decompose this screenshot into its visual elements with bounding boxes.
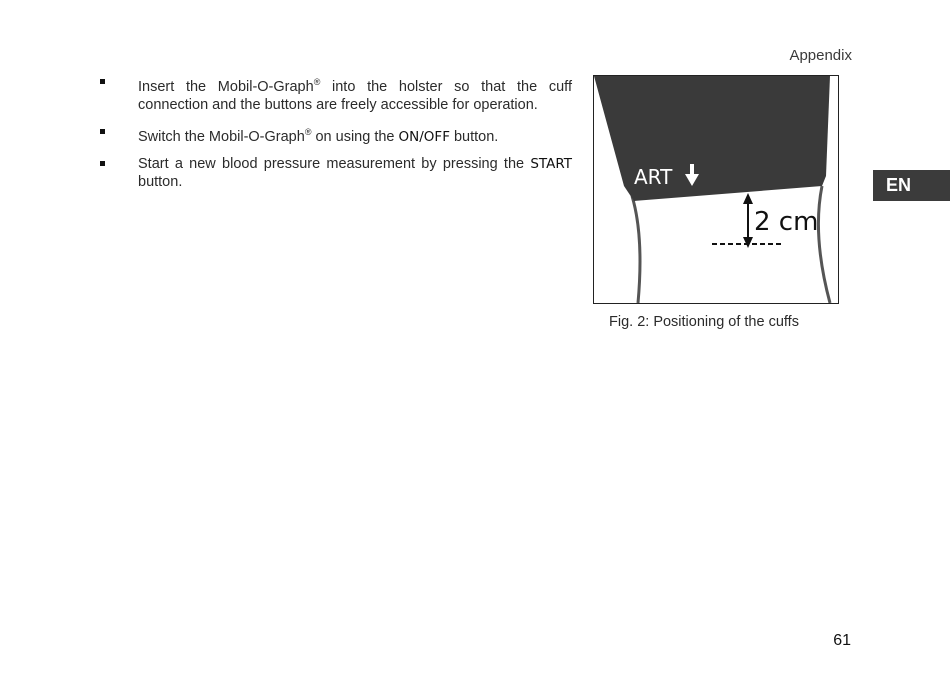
language-tab[interactable]: EN — [873, 170, 950, 201]
arm-left-edge — [632, 196, 640, 303]
cuff-illustration — [594, 76, 838, 303]
page-number: 61 — [833, 632, 851, 649]
cuff-shape — [594, 76, 830, 201]
list-item: Start a new blood pressure measurement by pressing the START button. — [98, 155, 572, 191]
figure-caption: Fig. 2: Positioning of the cuffs — [609, 314, 799, 330]
bullet-icon — [100, 161, 105, 166]
bullet-icon — [100, 129, 105, 134]
list-item: Switch the Mobil-O-Graph® on using the ON/OFF button. — [98, 123, 572, 146]
art-label: ART — [634, 165, 673, 189]
distance-label: 2 cm — [754, 207, 819, 237]
on-off-keyword: ON/OFF — [398, 128, 450, 145]
start-keyword: START — [530, 155, 572, 172]
arm-right-edge — [818, 186, 830, 303]
instruction-list — [98, 73, 572, 200]
cuff-position-figure — [593, 75, 839, 304]
bullet-icon — [100, 79, 105, 84]
list-item: Insert the Mobil-O-Graph® into the holster so that the cuff connection and the buttons are freely accessible for operation. — [98, 73, 572, 114]
section-header: Appendix — [789, 47, 852, 64]
